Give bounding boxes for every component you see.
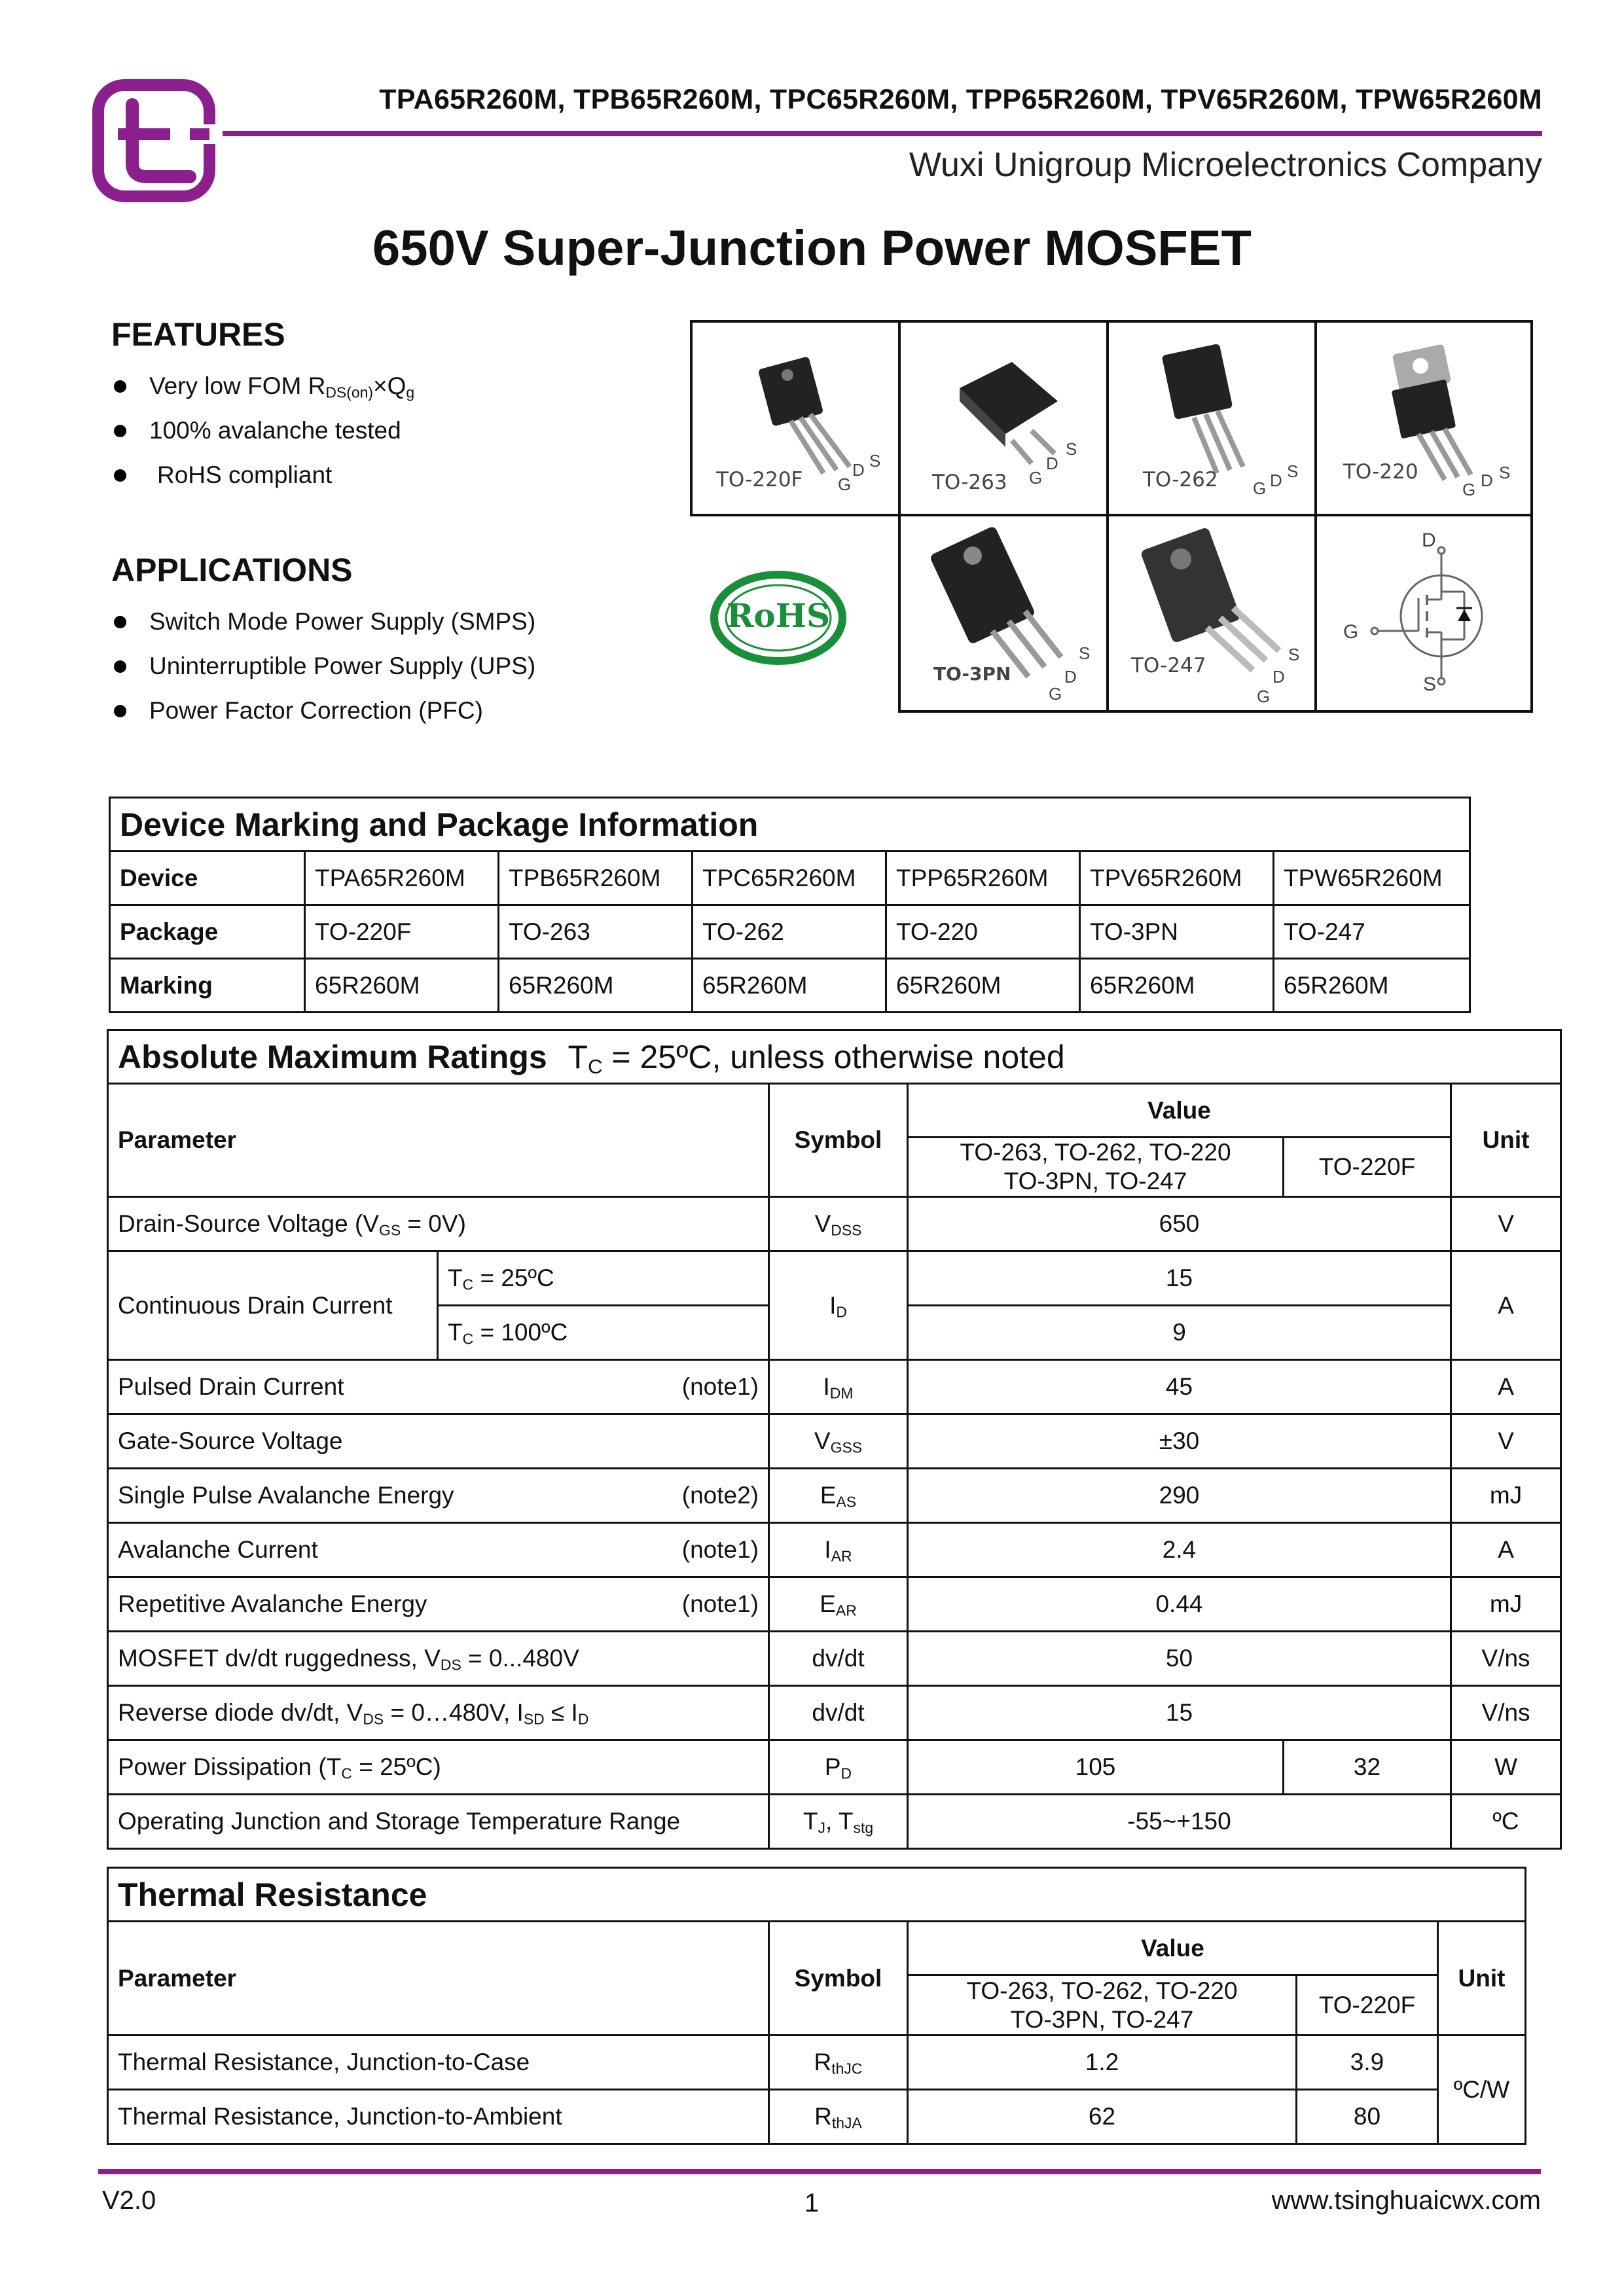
pin-s-label: S [1287,461,1299,481]
package-label: TO-247 [1131,654,1206,677]
package-label: TO-220 [1343,460,1418,484]
table-row: Power Dissipation ($T_C$ = 25ºC) $P_D$ 105 32 W [108,1740,1561,1795]
table-row: Continuous Drain Current $T_C$ = 25ºC $I_D$ 15 A [108,1251,1561,1306]
abs-max-condition: $T_C$ = 25ºC, unless otherwise noted [568,1038,1065,1078]
table-row: Package TO-220F TO-263 TO-262 TO-220 TO-3PN TO-247 [110,905,1470,959]
thermal-title: Thermal Resistance [108,1868,1526,1922]
pin-d-label: D [1046,454,1058,473]
header-divider [223,131,1542,136]
package-to262 [1106,320,1317,516]
features-heading: FEATURES [111,316,285,353]
pin-s-label: S [1499,463,1511,482]
to262-package-icon [1155,336,1279,486]
table-header-row: TO-263, TO-262, TO-220 TO-3PN, TO-247 TO-220F [108,1138,1561,1197]
package-label: TO-263 [932,471,1007,494]
table-row: Drain-Source Voltage $(V_{GS} = 0V)$ $V_{DSS}$ 650 V [108,1197,1561,1251]
pin-g-label: G [1029,468,1043,488]
rohs-label: RoHS [726,596,831,635]
application-item: Power Factor Correction (PFC) [111,689,535,733]
table-row: Pulsed Drain Current (note1) $I_{DM}$ 45 A [108,1360,1561,1414]
application-item: Switch Mode Power Supply (SMPS) [111,600,535,644]
pin-s-label: S [1288,645,1300,664]
to3pn-package-icon [920,523,1077,687]
company-logo [92,79,216,203]
table-row: Single Pulse Avalanche Energy (note2) $E_{AS}$ 290 mJ [108,1469,1561,1523]
table-row: Device TPA65R260M TPB65R260M TPC65R260M TPP65R260M TPV65R260M TPW65R260M [110,852,1470,905]
pin-g-label: G [1257,687,1271,706]
table-row: Marking 65R260M 65R260M 65R260M 65R260M 65R260M 65R260M [110,959,1470,1013]
symbol-gate-label: G [1343,621,1359,643]
pin-g-label: G [1462,480,1476,499]
package-to263 [898,320,1109,516]
package-to3pn [898,514,1109,713]
table-header-row: Parameter Symbol Value Unit [108,1084,1561,1138]
feature-item: Very low FOM $R_{DS(on)}\times Q_g$ [111,364,414,408]
document-version: V2.0 [102,2186,156,2215]
pin-g-label: G [1049,684,1062,704]
pin-g-label: G [1253,478,1267,498]
package-label: TO-3PN [933,663,1011,685]
part-numbers-header: TPA65R260M, TPB65R260M, TPC65R260M, TPP65R260M, TPV65R260M, TPW65R260M [379,84,1542,115]
pin-g-label: G [838,475,852,494]
package-label: TO-220F [716,468,803,492]
table-row: $T_C$ = 100ºC 9 [108,1306,1561,1360]
footer-divider [98,2169,1541,2174]
package-to220 [1314,320,1533,516]
package-label: TO-262 [1143,468,1218,492]
table-row: Avalanche Current (note1) $I_{AR}$ 2.4 A [108,1523,1561,1577]
table-row: Thermal Resistance, Junction-to-Ambient $R_{thJA}$ 62 80 [108,2090,1526,2144]
company-name: Wuxi Unigroup Microelectronics Company [909,146,1542,184]
table-row: Thermal Resistance, Junction-to-Case $R_{thJC}$ 1.2 3.9 ºC/W [108,2036,1526,2090]
applications-heading: APPLICATIONS [111,552,353,588]
applications-list [111,600,535,733]
pin-s-label: S [869,451,881,471]
table-row: Repetitive Avalanche Energy (note1) $E_{AR}$ 0.44 mJ [108,1577,1561,1632]
absolute-max-ratings-table [107,1029,1562,1850]
pin-d-label: D [1481,471,1493,490]
features-list [111,364,414,497]
table-row: Operating Junction and Storage Temperature Range $T_J$, $T_{stg}$ -55~+150 ºC [108,1795,1561,1849]
table-row: Gate-Source Voltage $V_{GSS}$ ±30 V [108,1414,1561,1469]
document-title: 650V Super-Junction Power MOSFET [372,221,1252,276]
feature-item: RoHS compliant [111,453,414,497]
package-group-header: TO-263, TO-262, TO-220 TO-3PN, TO-247 [908,1975,1297,2036]
abs-max-title: Absolute Maximum Ratings $T_C$ = 25ºC, unless otherwise noted [108,1030,1561,1084]
package-to247 [1106,514,1317,713]
table-header-row: TO-263, TO-262, TO-220 TO-3PN, TO-247 TO-220F [108,1975,1526,2036]
symbol-source-label: S [1423,673,1437,695]
mosfet-symbol-cell [1314,514,1533,713]
package-images [690,320,1533,713]
rohs-badge [710,569,847,667]
application-item: Uninterruptible Power Supply (UPS) [111,644,535,689]
device-marking-table [109,797,1471,1013]
pin-s-label: S [1079,643,1091,663]
symbol-drain-label: D [1422,529,1436,551]
pin-d-label: D [852,460,865,480]
website-link[interactable]: www.tsinghuaicwx.com [1271,2186,1541,2215]
pin-d-label: D [1064,667,1077,687]
table-row: Reverse diode dv/dt, $V_{DS}$ = 0…480V, $I_{SD} \le I_D$ dv/dt 15 V/ns [108,1686,1561,1740]
feature-item: 100% avalanche tested [111,408,414,453]
table-row: MOSFET dv/dt ruggedness, $V_{DS} = 0...480V$ dv/dt 50 V/ns [108,1632,1561,1686]
pin-d-label: D [1272,667,1285,687]
package-group-header: TO-263, TO-262, TO-220 TO-3PN, TO-247 [908,1138,1284,1197]
table-header-row: Parameter Symbol Value Unit [108,1922,1526,1975]
marking-table-title: Device Marking and Package Information [110,798,1470,852]
thermal-resistance-table [107,1867,1526,2145]
package-to220f [690,320,901,516]
page-number: 1 [804,2189,820,2217]
pin-d-label: D [1270,471,1282,490]
pin-s-label: S [1066,439,1077,459]
